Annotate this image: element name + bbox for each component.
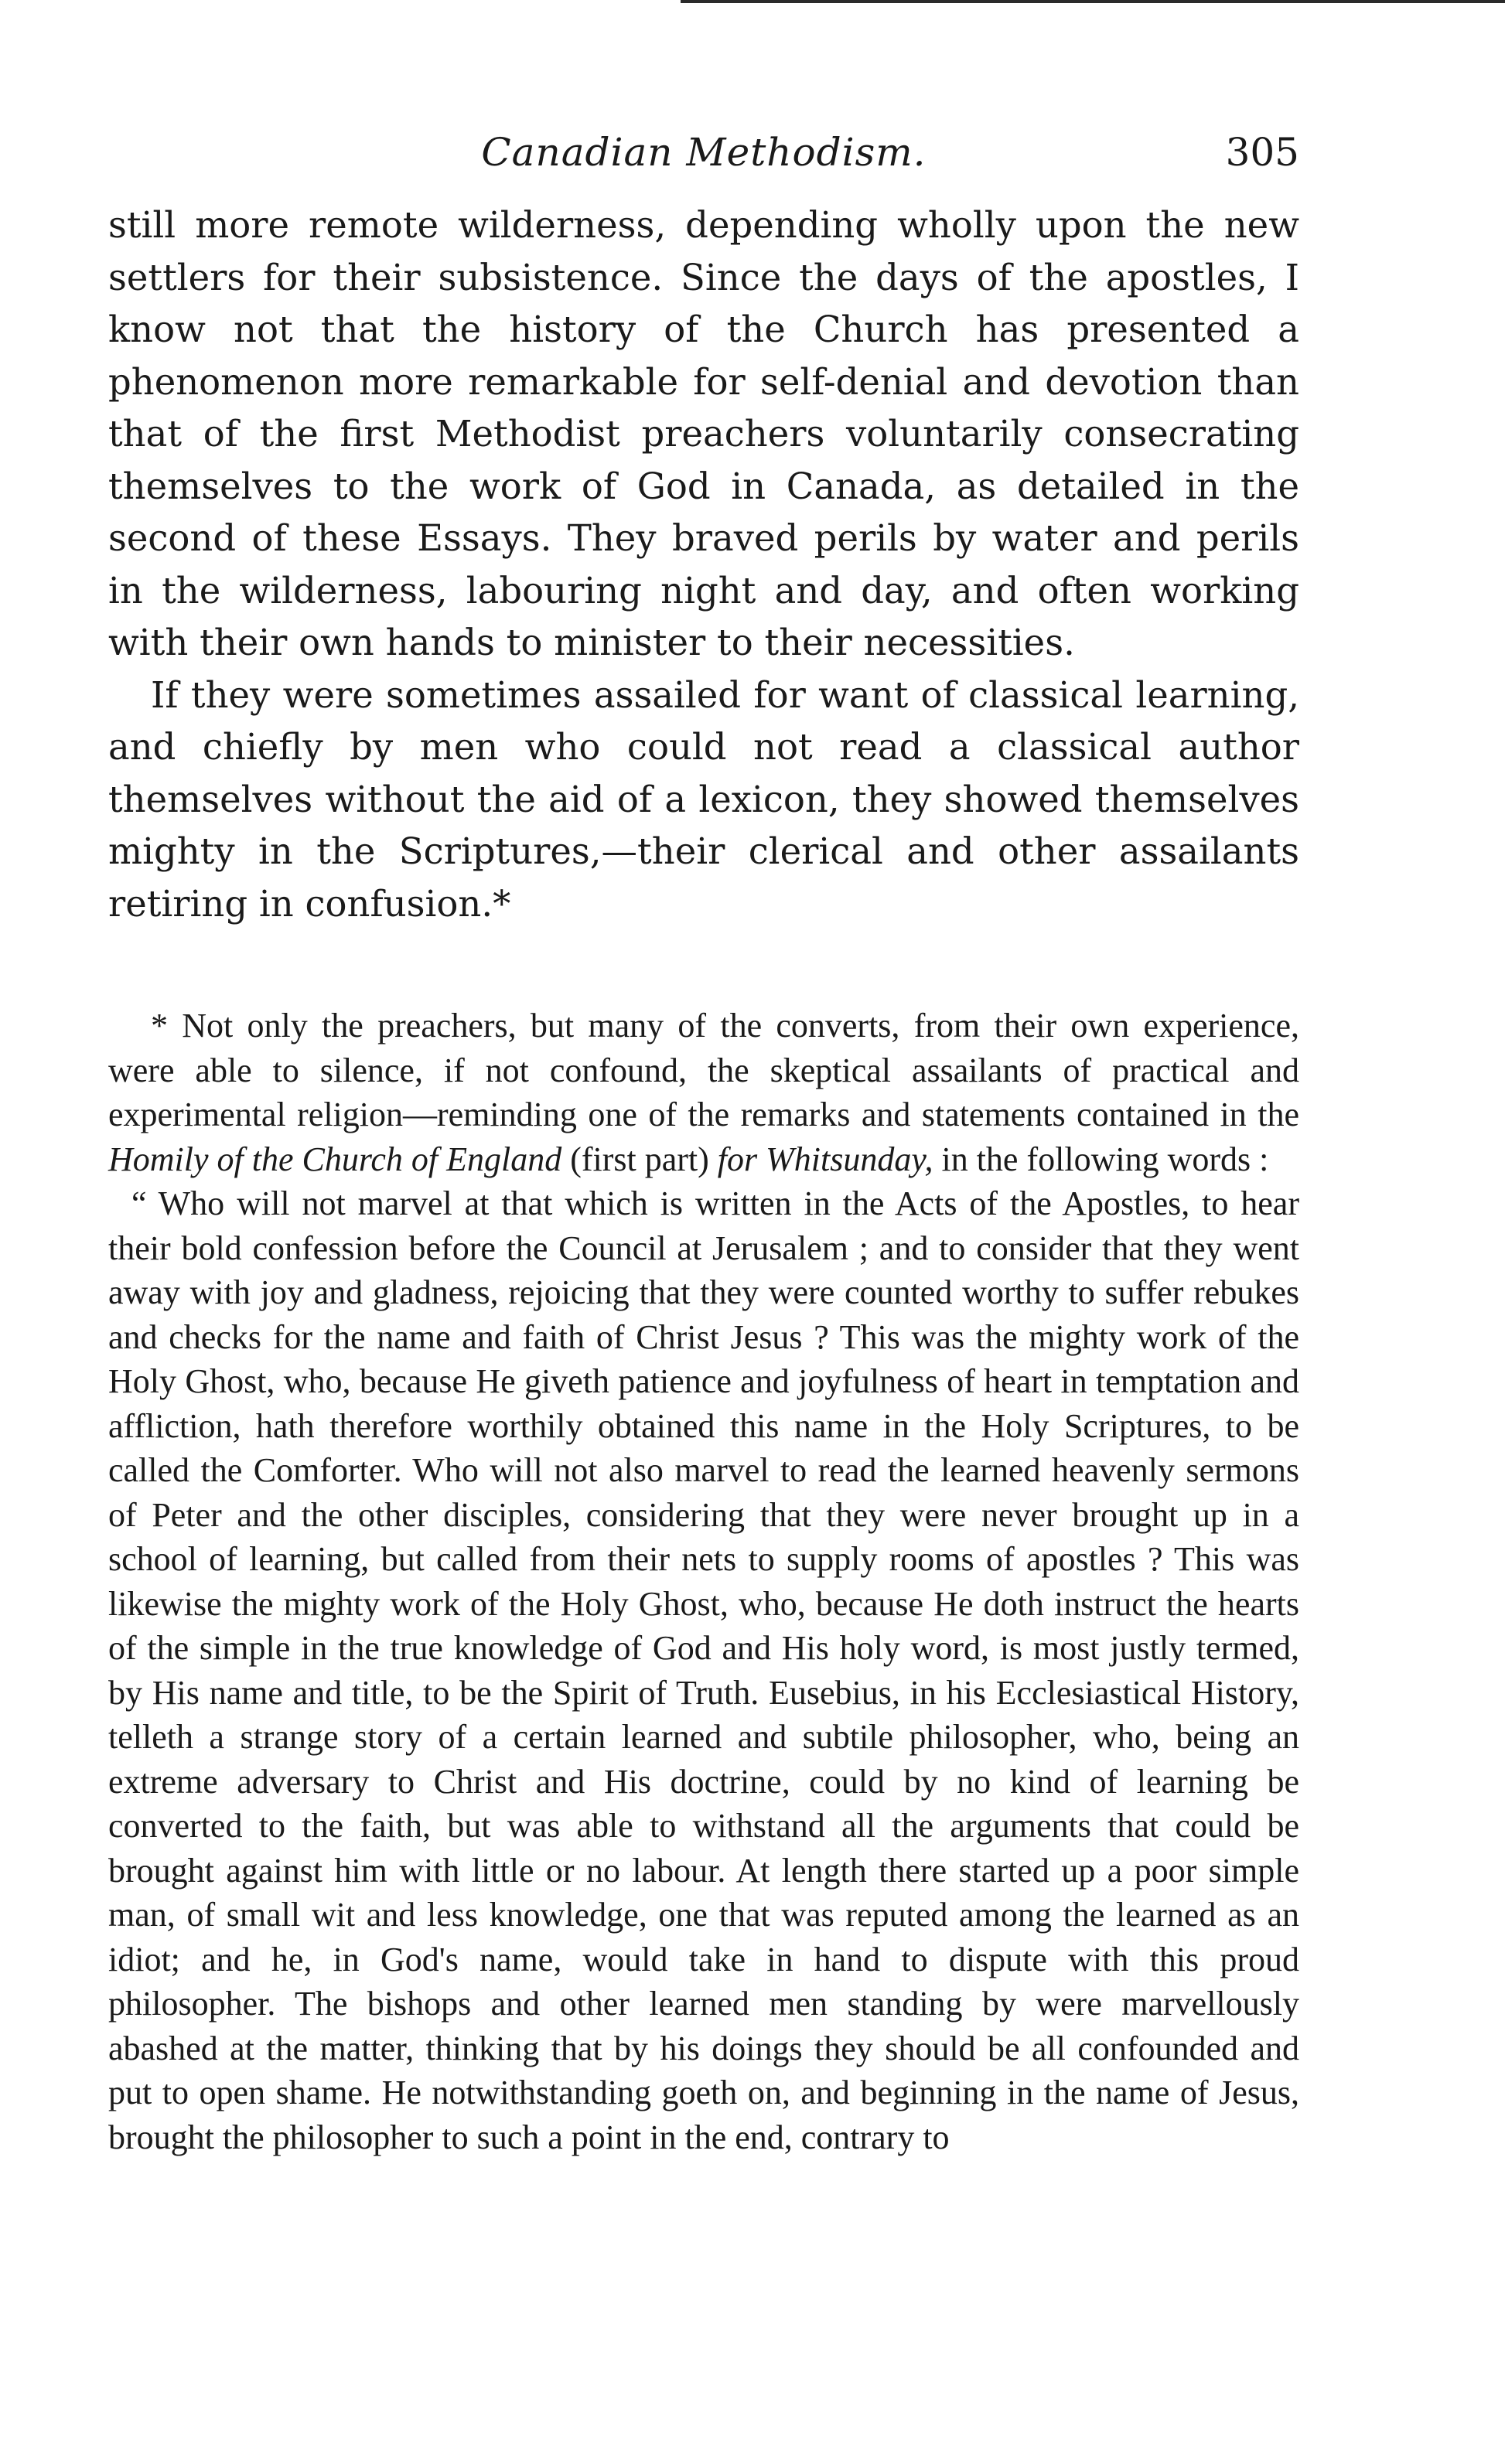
- main-text: [108, 199, 1299, 930]
- footnote-quotation: “ Who will not marvel at that which is written in the Acts of the Apostles, to hear their bold confession before the Council at Jerusalem ; and to consider that they went away with joy and gladness, rejoicing that they were counted worthy to suffer rebukes and checks for the name and faith of Christ Jesus ? This was the mighty work of the Holy Ghost, who, because He giveth patience and joyfulness of heart in temptation and affliction, hath therefore worthily obtained this name in the Holy Scriptures, to be called the Comforter. Who will not also marvel to read the learned heavenly sermons of Peter and the other disciples, considering that they were never brought up in a school of learning, but called from their nets to supply rooms of apostles ? This was likewise the mighty work of the Holy Ghost, who, because He doth instruct the hearts of the simple in the true knowledge of God and His holy word, is most justly termed, by His name and title, to be the Spirit of Truth. Eusebius, in his Ecclesiastical History, telleth a strange story of a certain learned and subtile philosopher, who, being an extreme adversary to Christ and His doctrine, could by no kind of learning be converted to the faith, but was able to withstand all the arguments that could be brought against him with little or no labour. At length there started up a poor simple man, of small wit and less knowledge, one that was reputed among the learned as an idiot; and he, in God's name, would take in hand to dispute with this proud philosopher. The bishops and other learned men standing by were marvellously abashed at the matter, thinking that by his doings they should be all confounded and put to open shame. He notwithstanding goeth on, and beginning in the name of Jesus, brought the philosopher to such a point in the end, contrary to: [108, 1184, 1299, 2156]
- footnote-intro-text: * Not only the preachers, but many of the converts, from their own experience, were able to silence, if not confound, the skeptical assailants of practical and experimental religion—reminding one of the remarks and statements contained in the: [108, 1007, 1299, 1133]
- part-text: (first part): [570, 1140, 709, 1178]
- for-whitsunday: for Whitsunday,: [717, 1140, 933, 1178]
- footnote-intro: [108, 1004, 1299, 1181]
- running-head: [108, 130, 1299, 184]
- body-paragraph-1: still more remote wilderness, depending wholly upon the new settlers for their subsistence. Since the days of the apostles, I know not that the history of the Church has presented a phenomenon more remarkable for self-denial and devotion than that of the first Methodist preachers voluntarily consecrating themselves to the work of God in Canada, as detailed in the second of these Essays. They braved perils by water and perils in the wilderness, labouring night and day, and often working with their own hands to minister to their necessities.: [108, 204, 1299, 663]
- body-paragraph-2: If they were sometimes assailed for want of classical learning, and chiefly by men who could not read a classical author themselves without the aid of a lexicon, they showed themselves mighty in the Scriptures,—their clerical and other assailants retiring in confusion.*: [108, 673, 1299, 925]
- homily-title: Homily of the Church of England: [108, 1140, 562, 1178]
- following-words: in the following words :: [941, 1140, 1269, 1178]
- running-title: Canadian Methodism.: [481, 130, 927, 175]
- footnote: [108, 1004, 1299, 2159]
- top-rule-divider: [681, 0, 1505, 3]
- page-number: 305: [1225, 130, 1299, 175]
